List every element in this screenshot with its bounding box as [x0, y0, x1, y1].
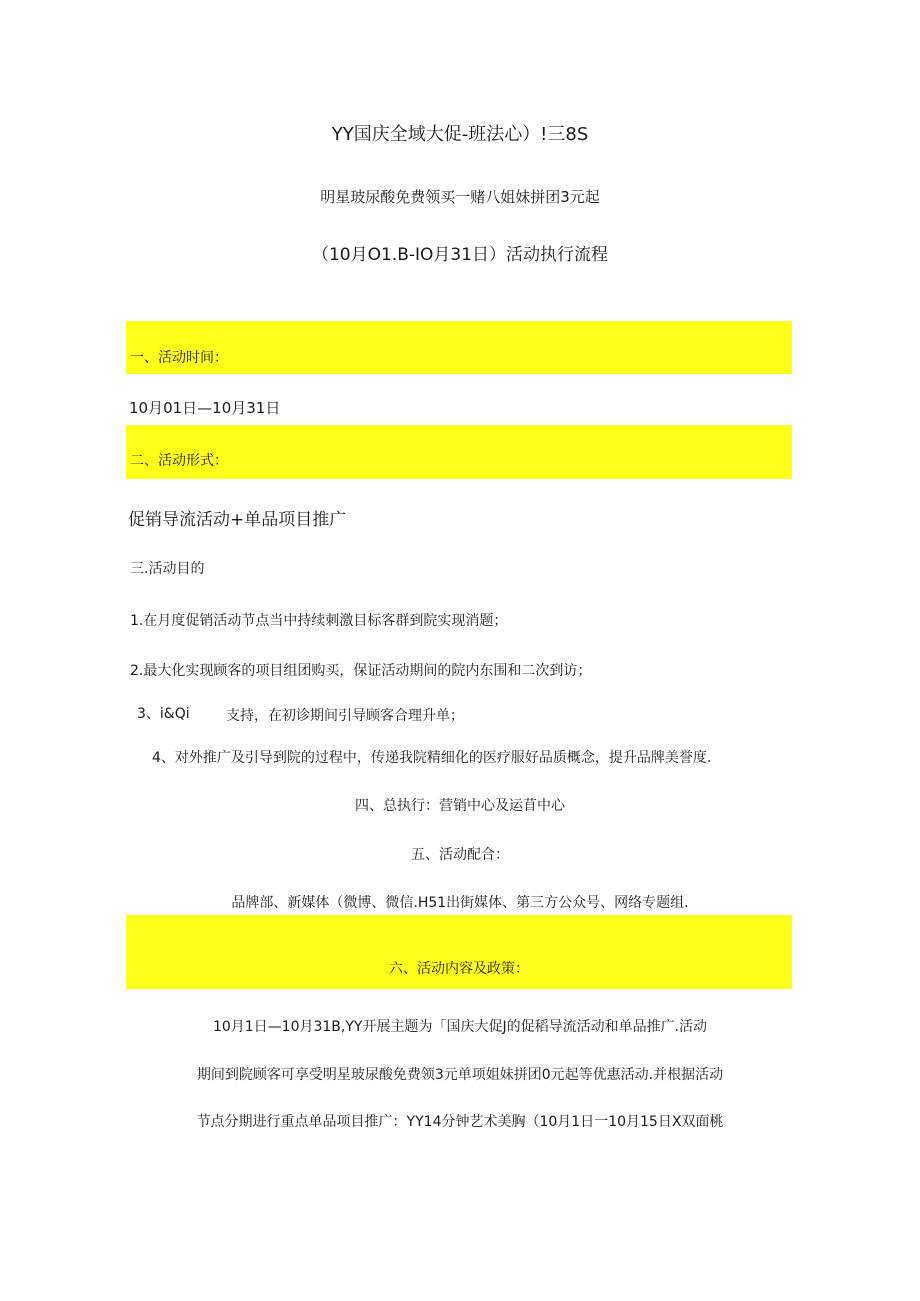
highlight-band-form — [126, 425, 792, 479]
section-cooperation-heading: 五、活动配合： — [411, 847, 509, 863]
goal-item-4: 4、对外推广及引导到院的过程中，传递我院精细化的医疗服好品质概念，提升品牌美誉度. — [152, 750, 712, 766]
highlight-band-time — [126, 321, 792, 374]
highlight-band-content — [126, 915, 792, 989]
section-content-heading: 六、活动内容及政策： — [389, 961, 529, 977]
goal-item-2: 2.最大化实现顾客的项目组团购买，保证活动期间的院内东围和二次到访； — [130, 663, 592, 679]
period-title: （10月O1.B-IO月31日）活动执行流程 — [311, 245, 609, 265]
content-paragraph-line-3: 节点分期进行重点单品项目推广：YY14分钟艺术美胸（10月1日一10月15日X双面桃 — [196, 1114, 724, 1130]
section-goal-heading: 三.活动目的 — [130, 561, 205, 577]
activity-time-value: 10月01日—10月31日 — [129, 399, 281, 417]
cooperation-value: 品牌部、新媒体（微博、微信.H51出街媒体、第三方公众号、网络专题组. — [231, 895, 689, 911]
goal-item-3-number: 3、i&Qi — [137, 706, 190, 722]
goal-item-1: 1.在月度促销活动节点当中持续刺激目标客群到院实现消题； — [130, 613, 508, 629]
activity-form-value: 促销导流活动+单品项目推广 — [128, 510, 347, 530]
content-paragraph-line-1: 10月1日—10月31B,YY开展主题为「国庆大促J的促稻导流活动和单品推广.活动 — [212, 1019, 708, 1035]
content-paragraph-line-2: 期间到院顾客可享受明星玻尿酸免费领3元单项姐妹拼团0元起等优惠活动.并根据活动 — [196, 1067, 724, 1083]
goal-item-3-text: 支持，在初诊期间引导顾客合理升单； — [226, 708, 464, 724]
section-form-heading: 二、活动形式： — [130, 453, 228, 469]
document-subtitle: 明星玻尿酸免费领买一赌八姐妹拼团3元起 — [320, 188, 600, 206]
document-title: YY国庆全域大促-班法心）!三8S — [331, 124, 589, 145]
section-time-heading: 一、活动时间： — [130, 350, 228, 366]
general-execution: 四、总执行：营销中心及运苜中心 — [355, 798, 565, 814]
